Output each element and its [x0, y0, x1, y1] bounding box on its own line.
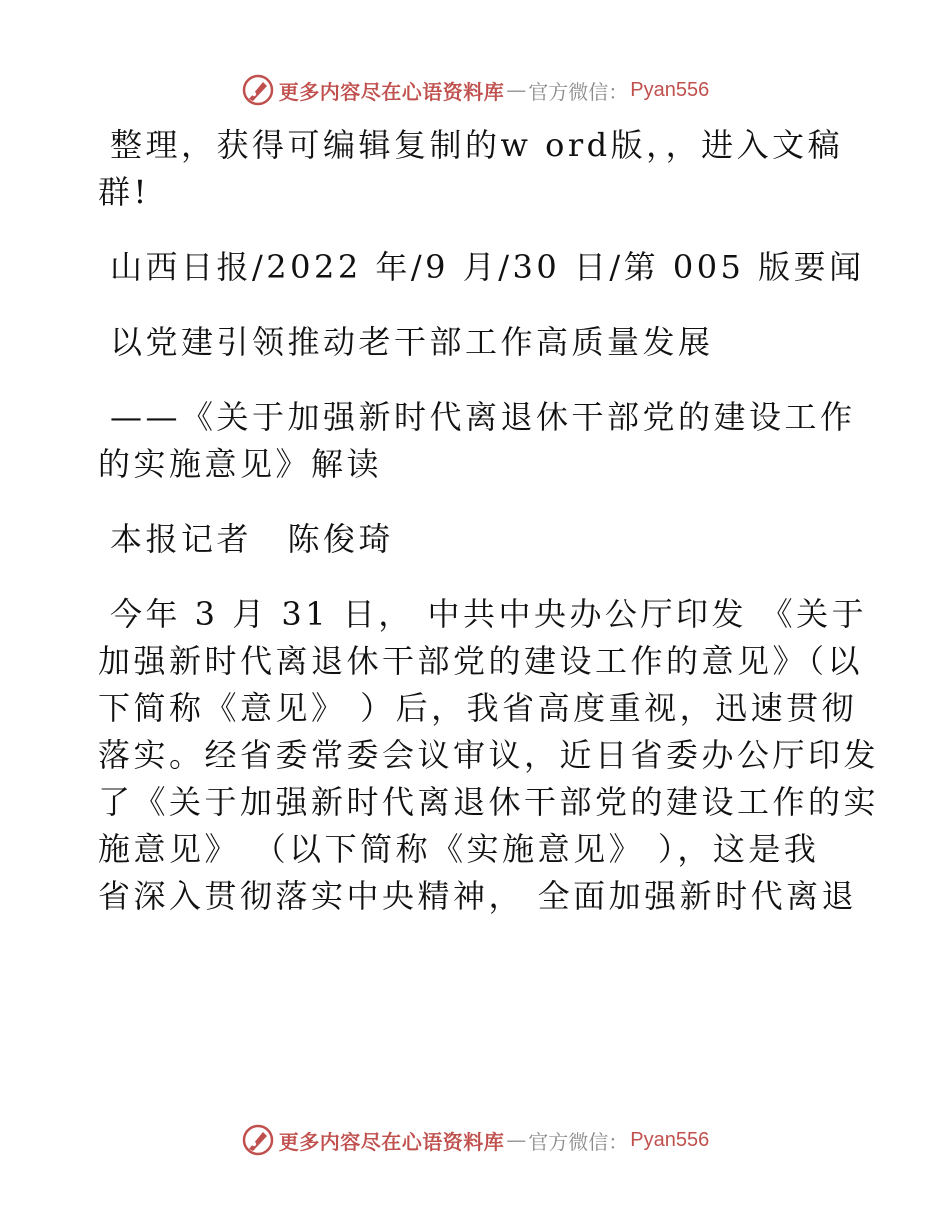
body-line-2: 加强新时代离退休干部党的建设工作的意见》（以	[98, 642, 864, 680]
banner-dash: —	[506, 1128, 527, 1152]
banner-dash: —	[506, 78, 527, 102]
header-banner	[0, 70, 950, 110]
source-line: 山西日报/2022 年/9 月/30 日/第 005 版要闻	[110, 248, 865, 286]
body-line-1: 今年 3 月 31 日， 中共中央办公厅印发 《关于	[110, 595, 868, 633]
headline: 以党建引领推动老干部工作高质量发展	[110, 323, 714, 361]
banner-brand-text: 更多内容尽在心语资料库	[278, 1129, 505, 1154]
byline: 本报记者 陈俊琦	[110, 520, 395, 558]
banner-wechat-handle: Pyan556	[630, 78, 710, 101]
body-line-5: 了《关于加强新时代离退休干部党的建设工作的实	[98, 783, 880, 821]
document-body	[98, 122, 880, 920]
body-line-6: 施意见》 （以下简称《实施意见》 ），这是我	[98, 830, 820, 868]
banner-wechat-handle: Pyan556	[630, 1128, 710, 1151]
banner-wechat-label: 官方微信：	[528, 79, 629, 104]
footer-banner	[0, 1120, 950, 1160]
banner-brand-text: 更多内容尽在心语资料库	[278, 79, 505, 104]
body-line-3: 下简称《意见》 ）后，我省高度重视，迅速贯彻	[98, 689, 858, 727]
intro-line-1: 整理，获得可编辑复制的w ord版，，进入文稿	[110, 126, 844, 164]
pen-nib-circle-logo-icon	[241, 73, 275, 107]
intro-line-2: 群!	[98, 173, 150, 211]
banner-wechat-label: 官方微信：	[528, 1129, 629, 1154]
body-line-7: 省深入贯彻落实中央精神， 全面加强新时代离退	[98, 877, 858, 915]
subheadline-line-1: ——《关于加强新时代离退休干部党的建设工作	[110, 398, 856, 436]
pen-nib-circle-logo-icon	[241, 1123, 275, 1157]
body-line-4: 落实。经省委常委会议审议，近日省委办公厅印发	[98, 736, 880, 774]
subheadline-line-2: 的实施意见》解读	[98, 445, 383, 483]
